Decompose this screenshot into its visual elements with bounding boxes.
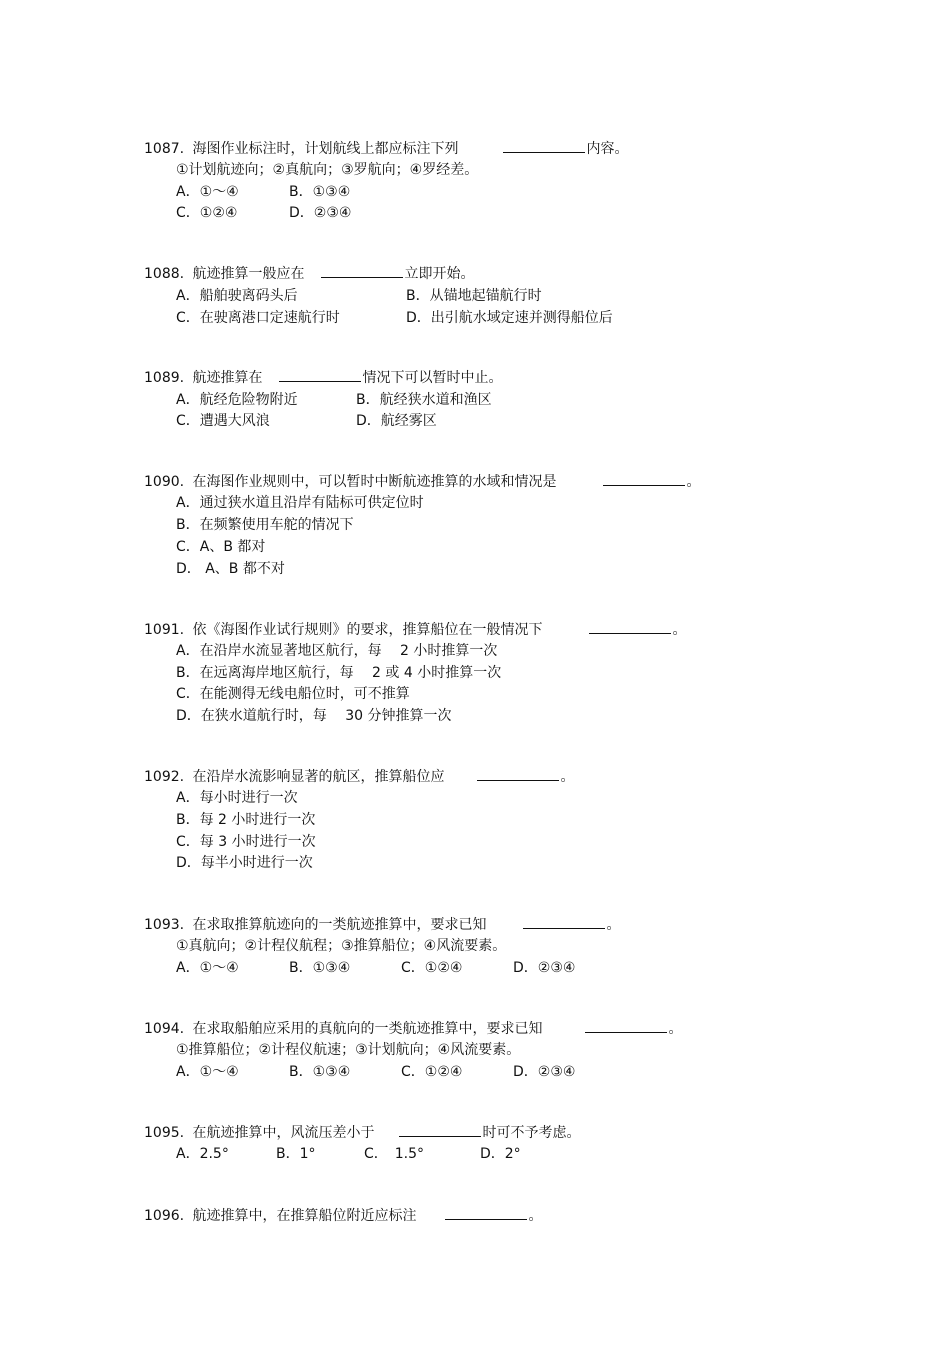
option-d: D．航经雾区 bbox=[356, 413, 437, 429]
option-b: B．航经狭水道和渔区 bbox=[356, 392, 492, 408]
option-a: A．每小时进行一次 bbox=[176, 790, 298, 806]
question-text: 航迹推算中，在推算船位附近应标注 bbox=[192, 1208, 417, 1224]
question-text: 在沿岸水流影响显著的航区，推算船位应 bbox=[192, 769, 445, 785]
question-note: ①真航向；②计程仪航程；③推算船位；④风流要素。 bbox=[176, 938, 507, 954]
option-b: B．在频繁使用车舵的情况下 bbox=[176, 517, 354, 533]
question-text-end: 。 bbox=[528, 1208, 543, 1224]
question-number: 1091. bbox=[144, 622, 185, 638]
option-d: D．2° bbox=[480, 1146, 521, 1162]
question-text-end: 。 bbox=[672, 622, 687, 638]
question-text-end: 。 bbox=[560, 769, 575, 785]
option-c: C．遭遇大风浪 bbox=[176, 413, 270, 429]
option-a: A．①～④ bbox=[176, 184, 239, 200]
question-number: 1090. bbox=[144, 474, 185, 490]
answer-blank bbox=[477, 767, 559, 781]
question-stem bbox=[144, 472, 701, 492]
question-text: 海图作业标注时，计划航线上都应标注下列 bbox=[192, 141, 459, 157]
question-text: 在航迹推算中，风流压差小于 bbox=[192, 1125, 375, 1141]
question-number: 1089. bbox=[144, 370, 185, 386]
answer-blank bbox=[279, 368, 361, 382]
option-b: B．在远离海岸地区航行，每 2 或 4 小时推算一次 bbox=[176, 665, 502, 681]
option-d: D．②③④ bbox=[289, 205, 352, 221]
answer-blank bbox=[445, 1206, 527, 1220]
question-stem bbox=[144, 368, 503, 388]
answer-blank bbox=[585, 1019, 667, 1033]
option-b: B．每 2 小时进行一次 bbox=[176, 812, 316, 828]
answer-blank bbox=[603, 472, 685, 486]
question-stem bbox=[144, 915, 621, 935]
option-c: C． 1.5° bbox=[364, 1146, 425, 1162]
option-c: C．①②④ bbox=[401, 960, 463, 976]
answer-blank bbox=[589, 620, 671, 634]
question-text-end: 。 bbox=[606, 917, 621, 933]
answer-blank bbox=[523, 915, 605, 929]
option-c: C．每 3 小时进行一次 bbox=[176, 834, 316, 850]
question-stem bbox=[144, 1019, 683, 1039]
question-text: 在求取推算航迹向的一类航迹推算中，要求已知 bbox=[192, 917, 487, 933]
question-number: 1093. bbox=[144, 917, 185, 933]
answer-blank bbox=[399, 1123, 481, 1137]
option-b: B．从锚地起锚航行时 bbox=[406, 288, 542, 304]
option-c: C．在能测得无线电船位时，可不推算 bbox=[176, 686, 410, 702]
option-b: B．1° bbox=[276, 1146, 316, 1162]
option-d: D．②③④ bbox=[513, 960, 576, 976]
question-number: 1087. bbox=[144, 141, 185, 157]
option-d: D．在狭水道航行时，每 30 分钟推算一次 bbox=[176, 708, 452, 724]
question-text-end: 。 bbox=[686, 474, 701, 490]
option-d: D．②③④ bbox=[513, 1064, 576, 1080]
answer-blank bbox=[503, 139, 585, 153]
question-number: 1092. bbox=[144, 769, 185, 785]
question-text: 在求取船舶应采用的真航向的一类航迹推算中，要求已知 bbox=[192, 1021, 543, 1037]
question-note: ①推算船位；②计程仪航速；③计划航向；④风流要素。 bbox=[176, 1042, 521, 1058]
question-number: 1094. bbox=[144, 1021, 185, 1037]
answer-blank bbox=[321, 264, 403, 278]
question-number: 1088. bbox=[144, 266, 185, 282]
option-a: A．通过狭水道且沿岸有陆标可供定位时 bbox=[176, 495, 424, 511]
option-a: A．航经危险物附近 bbox=[176, 392, 298, 408]
option-c: C．①②④ bbox=[401, 1064, 463, 1080]
question-text-end: 情况下可以暂时中止。 bbox=[362, 370, 503, 386]
question-number: 1095. bbox=[144, 1125, 185, 1141]
option-c: C．①②④ bbox=[176, 205, 238, 221]
question-note: ①计划航迹向；②真航向；③罗航向；④罗经差。 bbox=[176, 162, 479, 178]
option-c: C．A、B 都对 bbox=[176, 539, 266, 555]
question-stem bbox=[144, 767, 575, 787]
question-text: 航迹推算在 bbox=[192, 370, 263, 386]
question-stem bbox=[144, 1123, 581, 1143]
question-stem bbox=[144, 1206, 543, 1226]
option-b: B．①③④ bbox=[289, 184, 351, 200]
question-text-end: 内容。 bbox=[586, 141, 629, 157]
question-text: 航迹推算一般应在 bbox=[192, 266, 305, 282]
question-stem bbox=[144, 139, 629, 159]
question-number: 1096. bbox=[144, 1208, 185, 1224]
question-text-end: 时可不予考虑。 bbox=[482, 1125, 581, 1141]
question-stem bbox=[144, 620, 687, 640]
question-text: 在海图作业规则中，可以暂时中断航迹推算的水域和情况是 bbox=[192, 474, 557, 490]
option-b: B．①③④ bbox=[289, 960, 351, 976]
option-a: A．船舶驶离码头后 bbox=[176, 288, 298, 304]
option-d: D． A、B 都不对 bbox=[176, 561, 285, 577]
option-a: A．①～④ bbox=[176, 1064, 239, 1080]
question-text: 依《海图作业试行规则》的要求，推算船位在一般情况下 bbox=[192, 622, 543, 638]
option-a: A．2.5° bbox=[176, 1146, 229, 1162]
question-text-end: 。 bbox=[668, 1021, 683, 1037]
question-text-end: 立即开始。 bbox=[404, 266, 475, 282]
option-d: D．出引航水域定速并测得船位后 bbox=[406, 310, 613, 326]
option-c: C．在驶离港口定速航行时 bbox=[176, 310, 340, 326]
option-d: D．每半小时进行一次 bbox=[176, 855, 313, 871]
option-b: B．①③④ bbox=[289, 1064, 351, 1080]
option-a: A．①～④ bbox=[176, 960, 239, 976]
question-stem bbox=[144, 264, 475, 284]
option-a: A．在沿岸水流显著地区航行，每 2 小时推算一次 bbox=[176, 643, 498, 659]
